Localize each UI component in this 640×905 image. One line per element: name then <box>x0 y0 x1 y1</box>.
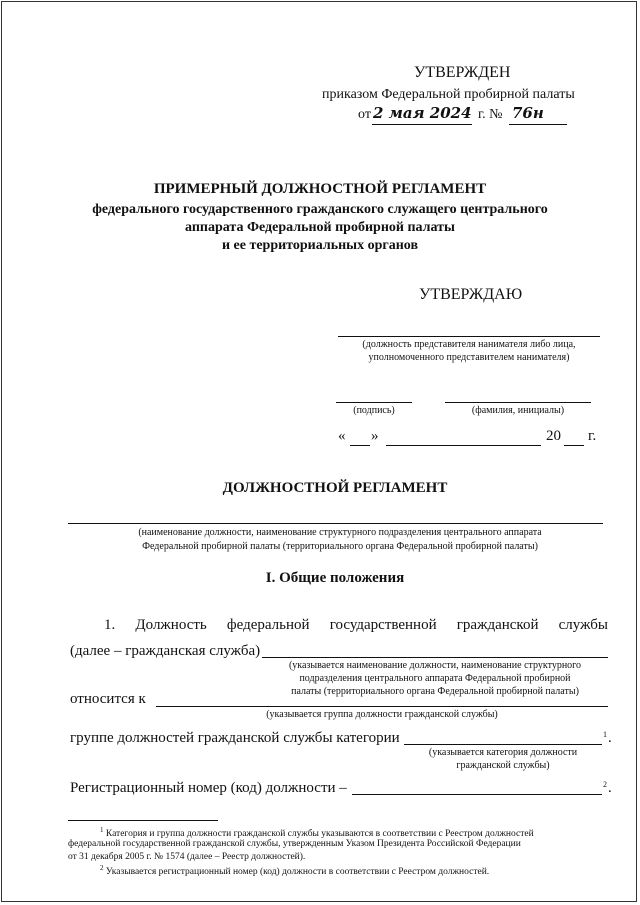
category-period: . <box>608 730 612 746</box>
category-text: группе должностей гражданской службы категории <box>70 730 400 746</box>
position-caption-1: (должность представителя нанимателя либо лица, <box>362 339 576 350</box>
clause-word: гражданской <box>456 617 539 633</box>
position-line <box>338 336 600 337</box>
heading-line-1: ПРИМЕРНЫЙ ДОЛЖНОСТНОЙ РЕГЛАМЕНТ <box>153 181 487 197</box>
handwritten-date: 2 мая 2024 <box>373 104 472 122</box>
footnote-mark-2: 2 <box>603 780 607 789</box>
footnote-1-line-2: федеральной государственной гражданской службы, утвержденным Указом Президента Российской Федерации <box>68 839 521 849</box>
footnote-mark-1: 1 <box>603 730 607 739</box>
year-suffix: г. <box>588 428 597 444</box>
category-line <box>404 744 602 745</box>
position-caption-3: палаты (территориального органа Федеральной пробирной палаты) <box>291 686 579 697</box>
regulation-caption-2: Федеральной пробирной палаты (территориального органа Федеральной пробирной палаты) <box>142 541 538 552</box>
footnote-1-line-3: от 31 декабря 2005 г. № 1574 (далее – Реестр должностей). <box>68 852 306 862</box>
registration-line <box>352 794 602 795</box>
clause-word: государственной <box>329 617 437 633</box>
clause-word: Должность <box>135 617 207 633</box>
position-caption-2: подразделения центрального аппарата Федеральной пробирной <box>299 673 571 684</box>
clause-word: службы <box>558 617 608 633</box>
position-caption-2: уполномоченного представителем нанимателя) <box>368 352 570 363</box>
civil-service-text: (далее – гражданская служба) <box>70 643 261 659</box>
heading-line-2: федерального государственного гражданского служащего центрального <box>92 202 548 217</box>
footnote-separator <box>68 820 218 821</box>
registration-period: . <box>608 780 612 796</box>
belongs-text: относится к <box>70 691 146 707</box>
registration-text: Регистрационный номер (код) должности – <box>70 780 347 796</box>
name-caption: (фамилия, инициалы) <box>471 405 565 416</box>
category-caption-2: гражданской службы) <box>456 760 550 771</box>
heading-line-4: и ее территориальных органов <box>221 238 419 253</box>
category-caption-1: (указывается категория должности <box>428 747 578 758</box>
section-title: I. Общие положения <box>265 570 405 586</box>
group-line <box>156 706 608 707</box>
date-underline <box>372 124 472 125</box>
footnote-2-text: Указывается регистрационный номер (код) должности в соответствии с Реестром должностей. <box>105 867 490 878</box>
group-caption: (указывается группа должности гражданской службы) <box>266 709 498 720</box>
heading-line-3: аппарата Федеральной пробирной палаты <box>185 220 455 235</box>
year-line <box>564 445 584 446</box>
clause-number: 1. <box>104 617 116 633</box>
regulation-name-line <box>68 523 603 524</box>
month-line <box>386 445 541 446</box>
approval-order-line: приказом Федеральной пробирной палаты <box>322 87 575 102</box>
approval-from-prefix: от <box>358 107 371 122</box>
signature-line <box>336 402 412 403</box>
footnote-1-text-1: Категория и группа должности гражданской службы указываются в соответствии с Реестром должностей <box>105 829 534 840</box>
name-line <box>445 402 591 403</box>
year-prefix: 20 <box>546 428 561 444</box>
date-open-quote: « <box>338 428 346 444</box>
footnote-2-mark: 2 <box>100 864 104 872</box>
approval-title: УТВЕРЖДЕН <box>414 64 511 81</box>
clause-word: федеральной <box>226 617 310 633</box>
approve-title: УТВЕРЖДАЮ <box>419 286 523 303</box>
position-caption-1: (указывается наименование должности, наименование структурного <box>288 660 582 671</box>
footnote-1-mark: 1 <box>100 826 104 834</box>
footnote-2 <box>100 864 489 877</box>
date-close-quote: » <box>371 428 379 444</box>
footnote-1-line-1 <box>100 826 534 839</box>
regulation-title: ДОЛЖНОСТНОЙ РЕГЛАМЕНТ <box>222 480 448 496</box>
position-name-line <box>262 657 608 658</box>
handwritten-number: 76н <box>512 104 544 122</box>
day-line <box>350 445 370 446</box>
approval-number-label: г. № <box>478 107 503 122</box>
clause-1-line-1 <box>104 617 608 634</box>
signature-caption: (подпись) <box>353 405 395 416</box>
number-underline <box>509 124 567 125</box>
regulation-caption-1: (наименование должности, наименование структурного подразделения центрального аппарата <box>138 527 542 538</box>
